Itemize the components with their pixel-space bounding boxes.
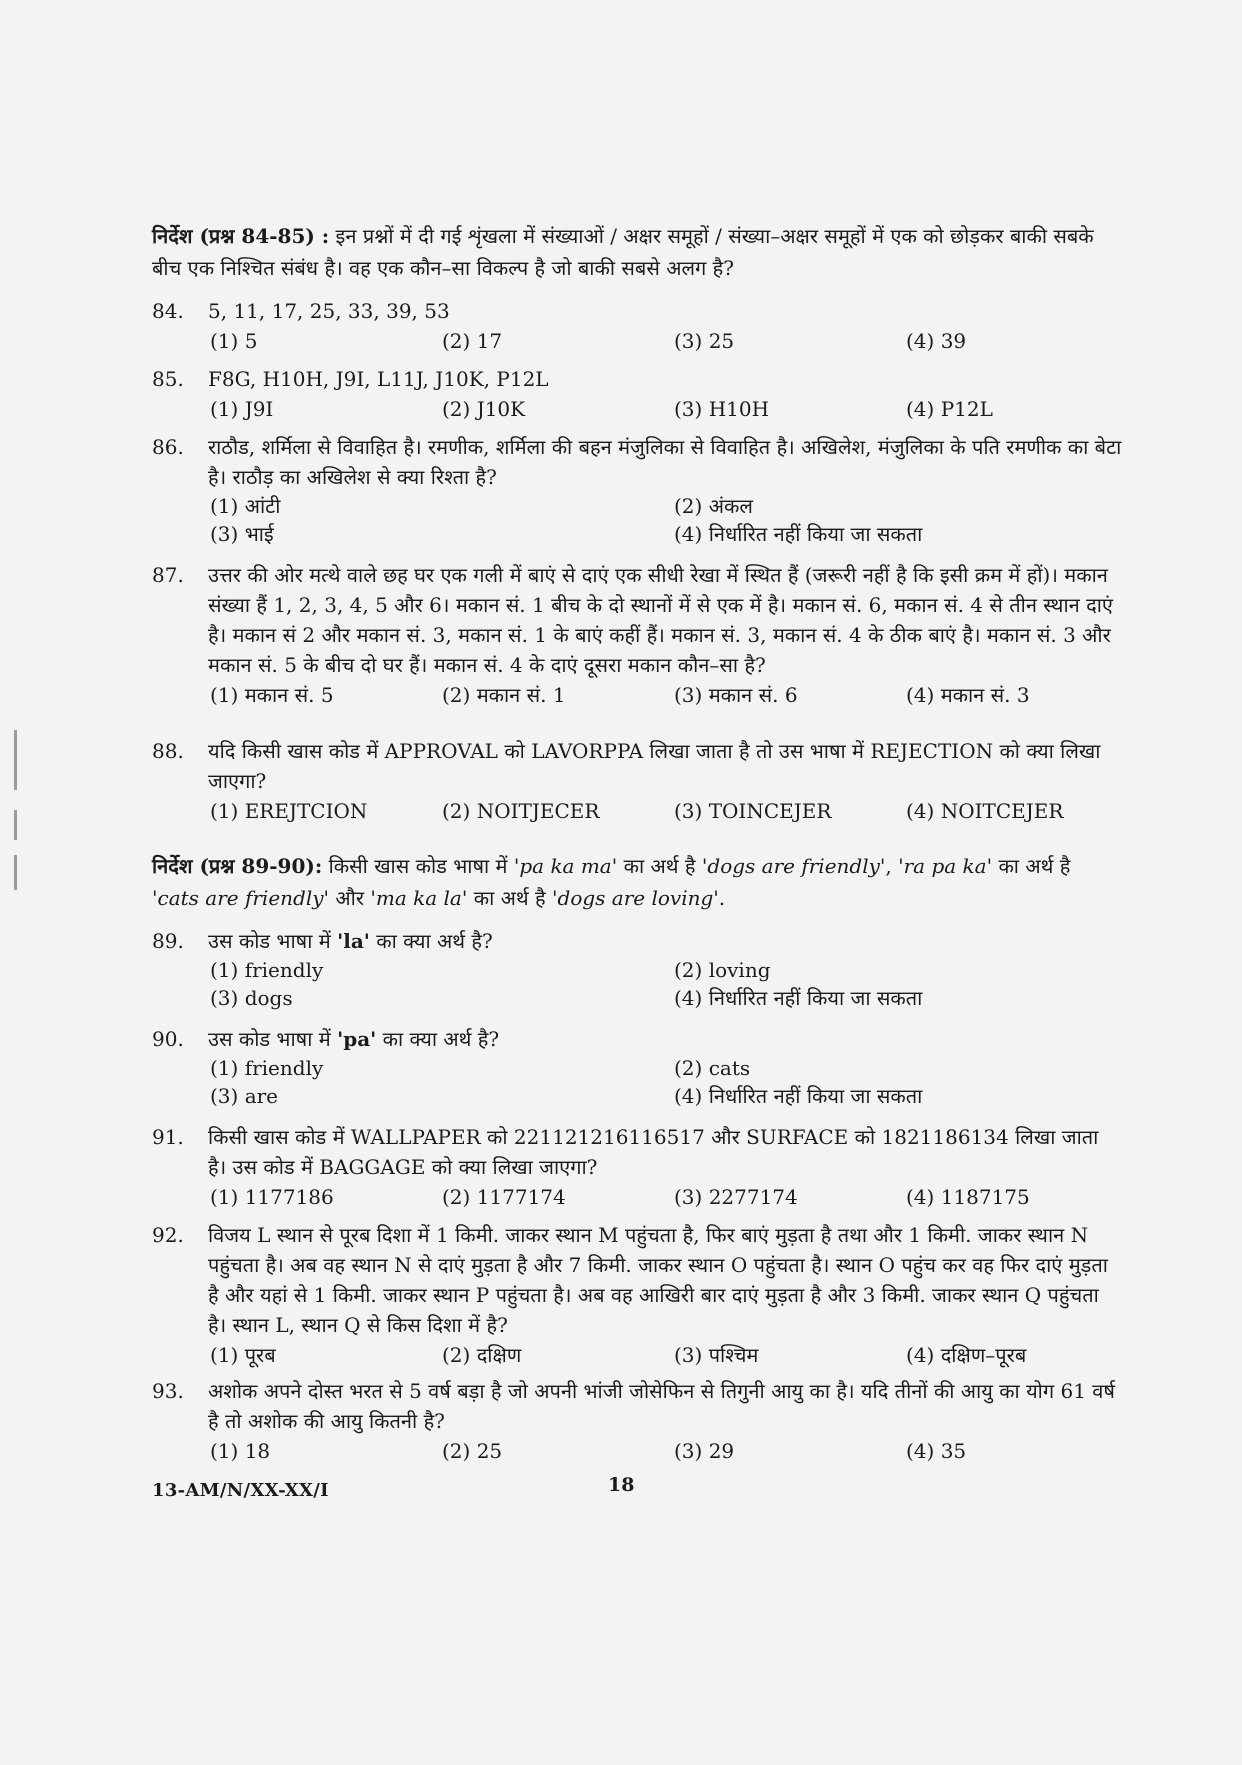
option-2: (2) दक्षिण	[442, 1343, 522, 1367]
question-number: 87.	[152, 563, 184, 587]
option-3: (3) भाई	[210, 522, 274, 546]
question-text: उत्तर की ओर मत्थे वाले छह घर एक गली में बाएं से दाएं एक सीधी रेखा में स्थित हैं (जरूरी नहीं है कि इसी क्रम में हों)। मकान संख्या हैं 1, 2, 3, 4, 5 और 6। मकान सं. 1 बीच के दो स्थानों में से एक में है। मकान सं. 6, मकान सं. 4 से तीन स्थान दाएं है। मकान सं 2 और मकान सं. 3, मकान सं. 1 के बाएं कहीं हैं। मकान सं. 3, मकान सं. 4 के ठीक बाएं है। मकान सं. 3 और मकान सं. 5 के बीच दो घर हैं। मकान सं. 4 के दाएं दूसरा मकान कौन–सा है?	[208, 563, 1113, 677]
options	[210, 1182, 1122, 1212]
option-1: (1) EREJTCION	[210, 799, 368, 823]
options	[210, 680, 1122, 710]
question-number: 89.	[152, 929, 184, 953]
options	[210, 956, 1122, 1012]
option-3: (3) मकान सं. 6	[674, 683, 798, 707]
question-87	[152, 560, 1122, 710]
code-phrase: 'ra pa ka'	[898, 854, 993, 878]
option-1: (1) 5	[210, 329, 258, 353]
option-1: (1) 18	[210, 1439, 271, 1463]
question-text-part: का क्या अर्थ है?	[376, 1027, 500, 1051]
directive-text: का अर्थ है	[992, 854, 1071, 878]
option-3: (3) H10H	[674, 397, 770, 421]
code-phrase: 'pa ka ma'	[513, 854, 618, 878]
option-3: (3) dogs	[210, 986, 293, 1010]
directive-label: निर्देश (प्रश्न 84-85) :	[152, 224, 330, 248]
meaning-phrase: 'dogs are loving'	[552, 886, 719, 910]
option-2: (2) NOITJECER	[442, 799, 600, 823]
option-3: (3) TOINCEJER	[674, 799, 832, 823]
question-number: 84.	[152, 299, 184, 323]
question-text-part: का क्या अर्थ है?	[369, 929, 493, 953]
directive-text: किसी खास कोड भाषा में	[322, 854, 514, 878]
question-number: 92.	[152, 1223, 184, 1247]
option-4: (4) 1187175	[906, 1185, 1030, 1209]
option-1: (1) आंटी	[210, 494, 281, 518]
option-1: (1) friendly	[210, 1056, 324, 1080]
option-3: (3) 29	[674, 1439, 735, 1463]
scan-artifact	[14, 730, 20, 890]
directive-label: निर्देश (प्रश्न 89-90):	[152, 854, 323, 878]
question-text	[208, 1024, 1122, 1054]
option-2: (2) J10K	[442, 397, 526, 421]
page-number: 18	[608, 1474, 635, 1496]
directive-text: और	[329, 886, 371, 910]
question-89	[152, 926, 1122, 1012]
options	[210, 394, 1122, 424]
directive-text: .	[718, 886, 726, 910]
question-number: 91.	[152, 1125, 184, 1149]
option-4: (4) 39	[906, 329, 967, 353]
options	[210, 492, 1122, 548]
option-2: (2) 25	[442, 1439, 503, 1463]
question-90	[152, 1024, 1122, 1110]
question-86	[152, 432, 1122, 548]
option-4: (4) निर्धारित नहीं किया जा सकता	[674, 1084, 923, 1108]
option-2: (2) cats	[674, 1056, 751, 1080]
question-84	[152, 296, 1122, 356]
meaning-phrase: 'cats are friendly'	[152, 886, 330, 910]
question-number: 86.	[152, 435, 184, 459]
option-4: (4) P12L	[906, 397, 993, 421]
code-word: 'la'	[337, 929, 370, 953]
option-2: (2) loving	[674, 958, 771, 982]
question-number: 90.	[152, 1027, 184, 1051]
options	[210, 1054, 1122, 1110]
question-text: राठौड, शर्मिला से विवाहित है। रमणीक, शर्मिला की बहन मंजुलिका से विवाहित है। अखिलेश, मंजुलिका के पति रमणीक का बेटा है। राठौड़ का अखिलेश से क्या रिश्ता है?	[208, 435, 1122, 489]
directive-text: का अर्थ है	[617, 854, 702, 878]
options	[210, 326, 1122, 356]
option-4: (4) NOITCEJER	[906, 799, 1064, 823]
booklet-code: 13-AM/N/XX-XX/I	[152, 1480, 329, 1501]
question-text: विजय L स्थान से पूरब दिशा में 1 किमी. जाकर स्थान M पहुंचता है, फिर बाएं मुड़ता है तथा और 1 किमी. जाकर स्थान N पहुंचता है। अब वह स्थान N से दाएं मुड़ता है और 7 किमी. जाकर स्थान O पहुंचता है। स्थान O पहुंच कर वह फिर दाएं मुड़ता है और यहां से 1 किमी. जाकर स्थान P पहुंचता है। अब वह आखिरी बार दाएं मुड़ता है और 3 किमी. जाकर स्थान Q पहुंचता है। स्थान L, स्थान Q से किस दिशा में है?	[208, 1223, 1108, 1337]
question-92	[152, 1220, 1122, 1370]
option-4: (4) 35	[906, 1439, 967, 1463]
option-3: (3) 25	[674, 329, 735, 353]
options	[210, 1340, 1122, 1370]
question-text: किसी खास कोड में WALLPAPER को 221121216116517 और SURFACE को 1821186134 लिखा जाता है। उस कोड में BAGGAGE को क्या लिखा जाएगा?	[208, 1125, 1099, 1179]
question-text-part: उस कोड भाषा में	[208, 1027, 338, 1051]
option-2: (2) अंकल	[674, 494, 753, 518]
question-number: 88.	[152, 739, 184, 763]
directive-84-85	[152, 220, 1122, 284]
option-3: (3) पश्चिम	[674, 1343, 759, 1367]
question-85	[152, 364, 1122, 424]
options	[210, 1436, 1122, 1466]
question-text: यदि किसी खास कोड में APPROVAL को LAVORPPA लिखा जाता है तो उस भाषा में REJECTION को क्या लिखा जाएगा?	[208, 739, 1101, 793]
code-phrase: 'ma ka la'	[370, 886, 468, 910]
option-2: (2) 1177174	[442, 1185, 566, 1209]
directive-text: का अर्थ है	[467, 886, 553, 910]
options	[210, 796, 1122, 826]
option-1: (1) friendly	[210, 958, 324, 982]
meaning-phrase: 'dogs are friendly'	[701, 854, 886, 878]
question-text: F8G, H10H, J9I, L11J, J10K, P12L	[208, 367, 549, 391]
option-4: (4) निर्धारित नहीं किया जा सकता	[674, 522, 923, 546]
option-3: (3) 2277174	[674, 1185, 798, 1209]
directive-89-90	[152, 850, 1122, 914]
option-4: (4) मकान सं. 3	[906, 683, 1030, 707]
question-text: अशोक अपने दोस्त भरत से 5 वर्ष बड़ा है जो अपनी भांजी जोसेफिन से तिगुनी आयु का है। यदि तीनों की आयु का योग 61 वर्ष है तो अशोक की आयु कितनी है?	[208, 1379, 1115, 1433]
question-text	[208, 926, 1122, 956]
directive-text: इन प्रश्नों में दी गई शृंखला में संख्याओं / अक्षर समूहों / संख्या–अक्षर समूहों में एक को छोड़कर बाकी सबके बीच एक निश्चित संबंध है। वह एक कौन–सा विकल्प है जो बाकी सबसे अलग है?	[152, 224, 1094, 280]
question-93	[152, 1376, 1122, 1466]
option-1: (1) पूरब	[210, 1343, 276, 1367]
option-1: (1) J9I	[210, 397, 274, 421]
question-88	[152, 736, 1122, 826]
code-word: 'pa'	[337, 1027, 377, 1051]
option-2: (2) मकान सं. 1	[442, 683, 566, 707]
directive-text: ,	[885, 854, 899, 878]
option-4: (4) दक्षिण–पूरब	[906, 1343, 1027, 1367]
option-2: (2) 17	[442, 329, 503, 353]
question-91	[152, 1122, 1122, 1212]
option-1: (1) 1177186	[210, 1185, 334, 1209]
option-4: (4) निर्धारित नहीं किया जा सकता	[674, 986, 923, 1010]
question-text: 5, 11, 17, 25, 33, 39, 53	[208, 299, 450, 323]
question-number: 85.	[152, 367, 184, 391]
option-3: (3) are	[210, 1084, 279, 1108]
question-text-part: उस कोड भाषा में	[208, 929, 338, 953]
question-number: 93.	[152, 1379, 184, 1403]
option-1: (1) मकान सं. 5	[210, 683, 334, 707]
